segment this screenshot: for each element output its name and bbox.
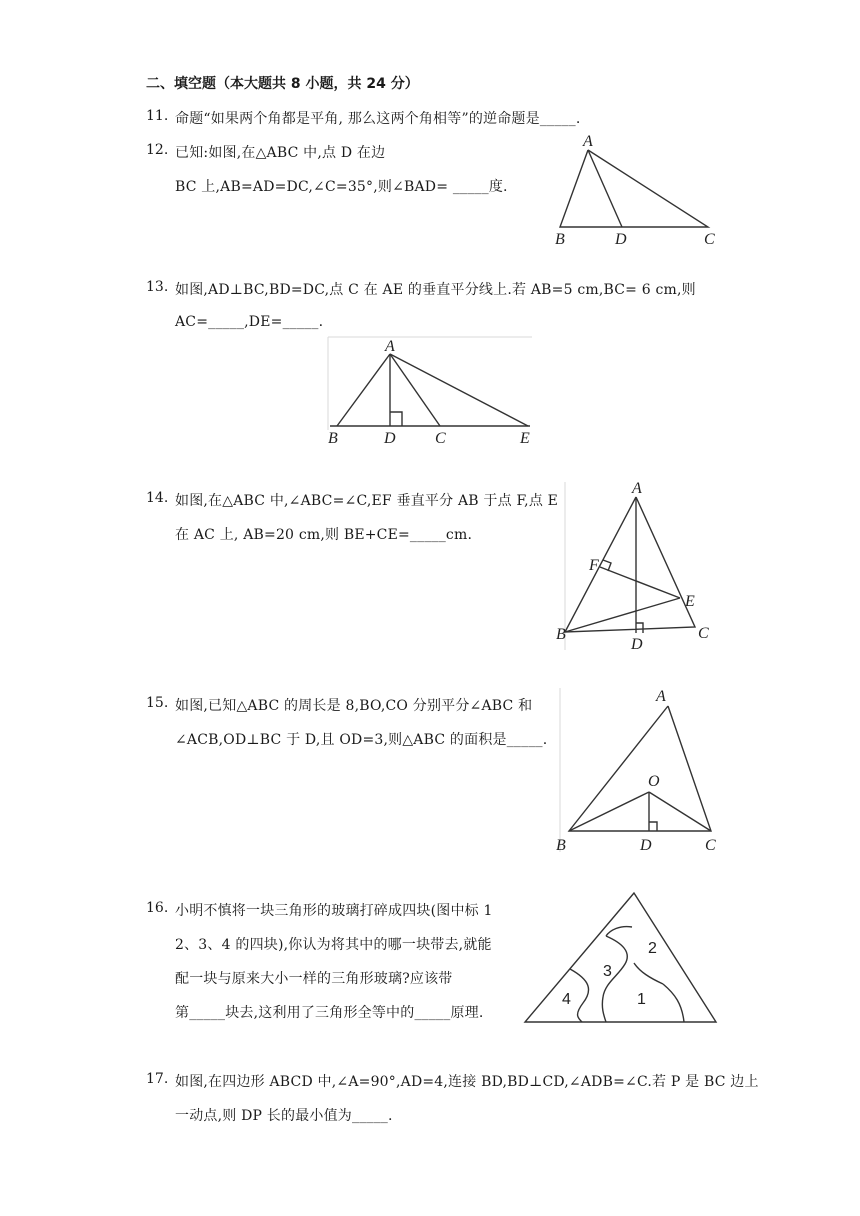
- question-text: ∠ACB,OD⊥BC 于 D,且 OD=3,则△ABC 的面积是_____.: [175, 732, 548, 748]
- label-a: A: [632, 480, 642, 497]
- label-b: B: [555, 231, 565, 248]
- label-c: C: [698, 625, 709, 642]
- label-c: C: [705, 837, 716, 854]
- piece-label-3: 3: [603, 963, 612, 980]
- label-c: C: [704, 231, 715, 248]
- piece-label-2: 2: [648, 940, 657, 957]
- label-e: E: [685, 593, 695, 610]
- question-number: 17.: [146, 1071, 169, 1087]
- label-d: D: [640, 837, 652, 854]
- question-text: 小明不慎将一块三角形的玻璃打碎成四块(图中标 1: [175, 903, 493, 919]
- question-text: 如图,已知△ABC 的周长是 8,BO,CO 分别平分∠ABC 和: [175, 698, 533, 714]
- label-d: D: [631, 636, 643, 653]
- question-text: 一动点,则 DP 长的最小值为_____.: [175, 1108, 393, 1124]
- label-c: C: [435, 430, 446, 447]
- piece-label-1: 1: [637, 991, 646, 1008]
- question-text: 第_____块去,这利用了三角形全等中的_____原理.: [175, 1005, 484, 1021]
- question-text: 如图,AD⊥BC,BD=DC,点 C 在 AE 的垂直平分线上.若 AB=5 cm,BC= 6 cm,则: [175, 282, 696, 298]
- question-text: 如图,在△ABC 中,∠ABC=∠C,EF 垂直平分 AB 于点 F,点 E: [175, 493, 559, 509]
- question-text: AC=_____,DE=_____.: [175, 314, 324, 330]
- label-a: A: [583, 133, 593, 150]
- piece-label-4: 4: [562, 991, 571, 1008]
- question-number: 16.: [146, 900, 169, 916]
- question-number: 12.: [146, 142, 169, 158]
- question-text: 已知:如图,在△ABC 中,点 D 在边: [175, 145, 386, 161]
- label-a: A: [656, 688, 666, 705]
- question-text: 命题“如果两个角都是平角, 那么这两个角相等”的逆命题是_____.: [175, 111, 581, 127]
- section-title: 二、填空题（本大题共 8 小题，共 24 分）: [146, 76, 419, 92]
- label-a: A: [385, 338, 395, 355]
- question-text: 在 AC 上, AB=20 cm,则 BE+CE=_____cm.: [175, 527, 473, 543]
- label-b: B: [328, 430, 338, 447]
- question-text: BC 上,AB=AD=DC,∠C=35°,则∠BAD= _____度.: [175, 179, 508, 195]
- label-b: B: [556, 837, 566, 854]
- question-number: 15.: [146, 695, 169, 711]
- label-b: B: [556, 626, 566, 643]
- label-o: O: [648, 773, 660, 790]
- label-e: E: [520, 430, 530, 447]
- question-text: 如图,在四边形 ABCD 中,∠A=90°,AD=4,连接 BD,BD⊥CD,∠ADB=∠C.若 P 是 BC 边上: [175, 1074, 759, 1090]
- question-text: 2、3、4 的四块),你认为将其中的哪一块带去,就能: [175, 937, 492, 953]
- question-number: 13.: [146, 279, 169, 295]
- question-number: 14.: [146, 490, 169, 506]
- label-f: F: [589, 557, 599, 574]
- label-d: D: [615, 231, 627, 248]
- question-number: 11.: [146, 108, 169, 124]
- label-d: D: [384, 430, 396, 447]
- question-text: 配一块与原来大小一样的三角形玻璃?应该带: [175, 971, 453, 987]
